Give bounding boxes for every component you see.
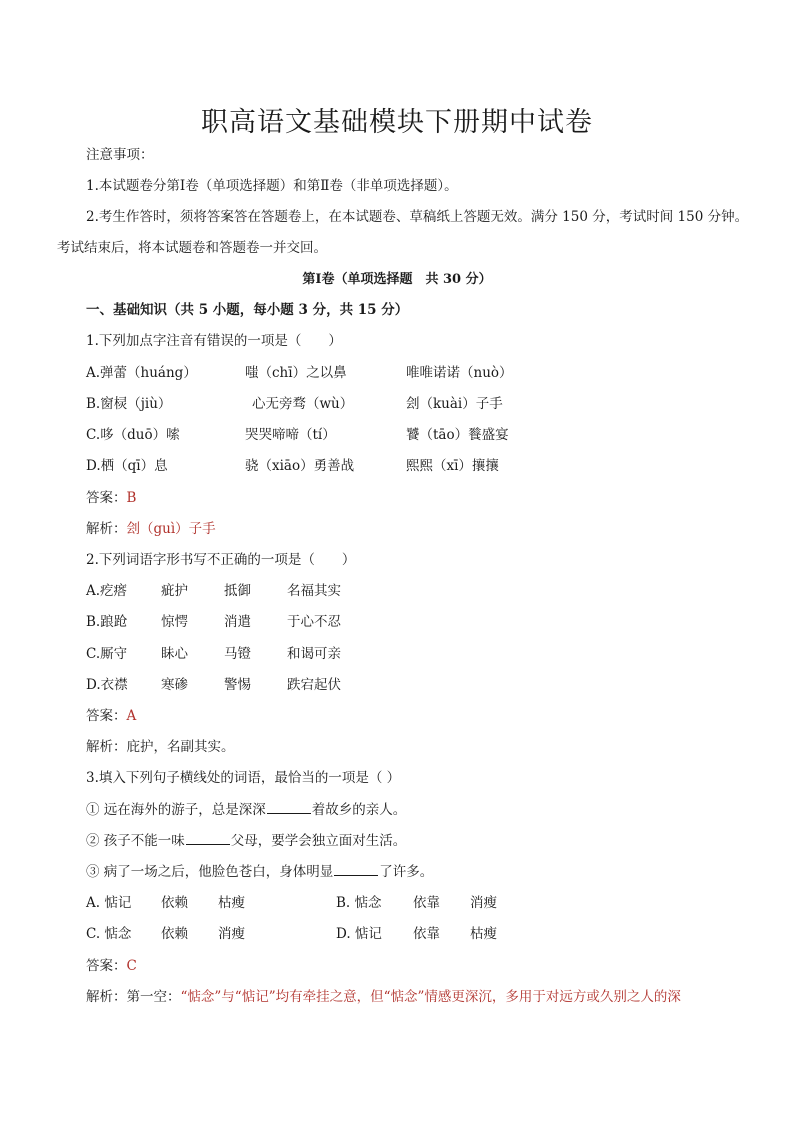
sentence-text: 父母，要学会独立面对生活。 — [230, 833, 407, 849]
q1-option-a-2: 嗤（chī）之以鼻 — [245, 365, 347, 381]
q1-option-a-1: A.弹蕾（huáng） — [86, 365, 197, 381]
q1-analysis — [86, 520, 216, 538]
q1-option-d-2: 骁（xiāo）勇善战 — [245, 458, 355, 474]
answer-label: 答案： — [86, 708, 127, 724]
q3-option-b-2: 依靠 — [413, 895, 440, 911]
page-title: 职高语文基础模块下册期中试卷 — [201, 107, 593, 138]
q3-analysis — [86, 988, 681, 1006]
q3-option-a-3: 枯瘦 — [218, 895, 245, 911]
q1-option-a-3: 唯唯诺诺（nuò） — [406, 365, 513, 381]
q3-sentence-1 — [86, 801, 406, 819]
q2-answer — [86, 707, 136, 725]
q2-option-b-4: 于心不忍 — [287, 614, 341, 630]
q1-option-c-1: C.哆（duō）嗦 — [86, 427, 180, 443]
q2-option-a-2: 疵护 — [161, 583, 188, 599]
question-3-stem: 3.填入下列句子横线处的词语，最恰当的一项是（ ） — [86, 770, 401, 786]
part-heading: 第Ⅰ卷（单项选择题 共 30 分） — [302, 272, 492, 287]
q2-analysis — [86, 738, 235, 756]
analysis-text: 庇护，名副其实。 — [126, 739, 235, 755]
q2-option-b-3: 消遣 — [224, 614, 251, 630]
q2-option-d-4: 跌宕起伏 — [287, 677, 341, 693]
fill-blank — [334, 863, 378, 876]
q2-option-a-3: 抵御 — [224, 583, 251, 599]
q1-option-c-2: 哭哭啼啼（tí） — [245, 427, 336, 443]
q1-option-d-3: 熙熙（xī）攘攘 — [406, 458, 499, 474]
q3-option-c-1: C. 惦念 — [86, 926, 132, 942]
q1-option-b-1: B.窗棂（jiù） — [86, 396, 172, 412]
sentence-text: 了许多。 — [379, 864, 434, 880]
q3-sentence-2 — [86, 832, 406, 850]
answer-label: 答案： — [86, 490, 127, 506]
q2-option-d-3: 警惕 — [224, 677, 251, 693]
q3-option-d-2: 依靠 — [413, 926, 440, 942]
q2-option-d-2: 寒碜 — [161, 677, 188, 693]
q3-option-d-1: D. 惦记 — [336, 926, 382, 942]
answer-value: B — [126, 490, 137, 506]
q3-option-c-3: 消瘦 — [218, 926, 245, 942]
q3-option-d-3: 枯瘦 — [470, 926, 497, 942]
answer-value: C — [126, 958, 137, 974]
q1-option-b-3: 刽（kuài）子手 — [406, 396, 503, 412]
q3-option-c-2: 依赖 — [161, 926, 188, 942]
sentence-text: 着故乡的亲人。 — [311, 802, 407, 818]
fill-blank — [267, 801, 311, 814]
fill-blank — [186, 832, 230, 845]
sentence-text: ① 远在海外的游子，总是深深 — [86, 802, 266, 818]
question-1-stem: 1.下列加点字注音有错误的一项是（ ） — [86, 333, 342, 349]
q3-option-b-1: B. 惦念 — [336, 895, 382, 911]
section-heading: 一、基础知识（共 5 小题，每小题 3 分，共 15 分） — [86, 302, 409, 318]
q3-option-a-1: A. 惦记 — [86, 895, 132, 911]
q2-option-c-2: 眛心 — [161, 646, 188, 662]
analysis-label: 解析： — [86, 989, 127, 1005]
answer-label: 答案： — [86, 958, 127, 974]
notes-item-2: 2.考生作答时，须将答案答在答题卷上，在本试题卷、草稿纸上答题无效。满分 150 分，考试时间 150 分钟。 — [86, 209, 749, 225]
sentence-text: ③ 病了一场之后，他脸色苍白，身体明显 — [86, 864, 334, 880]
answer-value: A — [126, 708, 137, 724]
q2-option-a-4: 名福其实 — [287, 583, 341, 599]
notes-item-2-cont: 考试结束后，将本试题卷和答题卷一并交回。 — [57, 240, 327, 256]
q2-option-b-2: 惊愕 — [161, 614, 188, 630]
q3-option-b-3: 消瘦 — [470, 895, 497, 911]
q2-option-c-3: 马镫 — [224, 646, 251, 662]
q1-option-d-1: D.栖（qī）息 — [86, 458, 168, 474]
q2-option-c-1: C.厮守 — [86, 646, 128, 662]
notes-item-1: 1.本试题卷分第Ⅰ卷（单项选择题）和第Ⅱ卷（非单项选择题）。 — [86, 178, 458, 194]
q3-option-a-2: 依赖 — [161, 895, 188, 911]
q2-option-d-1: D.衣襟 — [86, 677, 128, 693]
q3-sentence-3 — [86, 863, 433, 881]
analysis-label: 解析： — [86, 739, 127, 755]
q3-answer — [86, 957, 137, 975]
sentence-text: ② 孩子不能一味 — [86, 833, 185, 849]
q2-option-c-4: 和谒可亲 — [287, 646, 341, 662]
analysis-text: 刽（guì）子手 — [126, 521, 216, 537]
q1-answer — [86, 489, 136, 507]
q1-option-c-3: 饕（tāo）餮盛宴 — [406, 427, 509, 443]
q2-option-b-1: B.踉跄 — [86, 614, 128, 630]
notes-heading: 注意事项： — [86, 147, 154, 163]
analysis-prefix: 第一空： — [126, 989, 181, 1005]
q2-option-a-1: A.疙瘩 — [86, 583, 128, 599]
analysis-text: “惦念”与“惦记”均有牵挂之意，但“惦念”情感更深沉，多用于对远方或久别之人的深 — [180, 989, 681, 1005]
question-2-stem: 2.下列词语字形书写不正确的一项是（ ） — [86, 552, 356, 568]
analysis-label: 解析： — [86, 521, 127, 537]
q1-option-b-2: 心无旁骛（wù） — [252, 396, 354, 412]
